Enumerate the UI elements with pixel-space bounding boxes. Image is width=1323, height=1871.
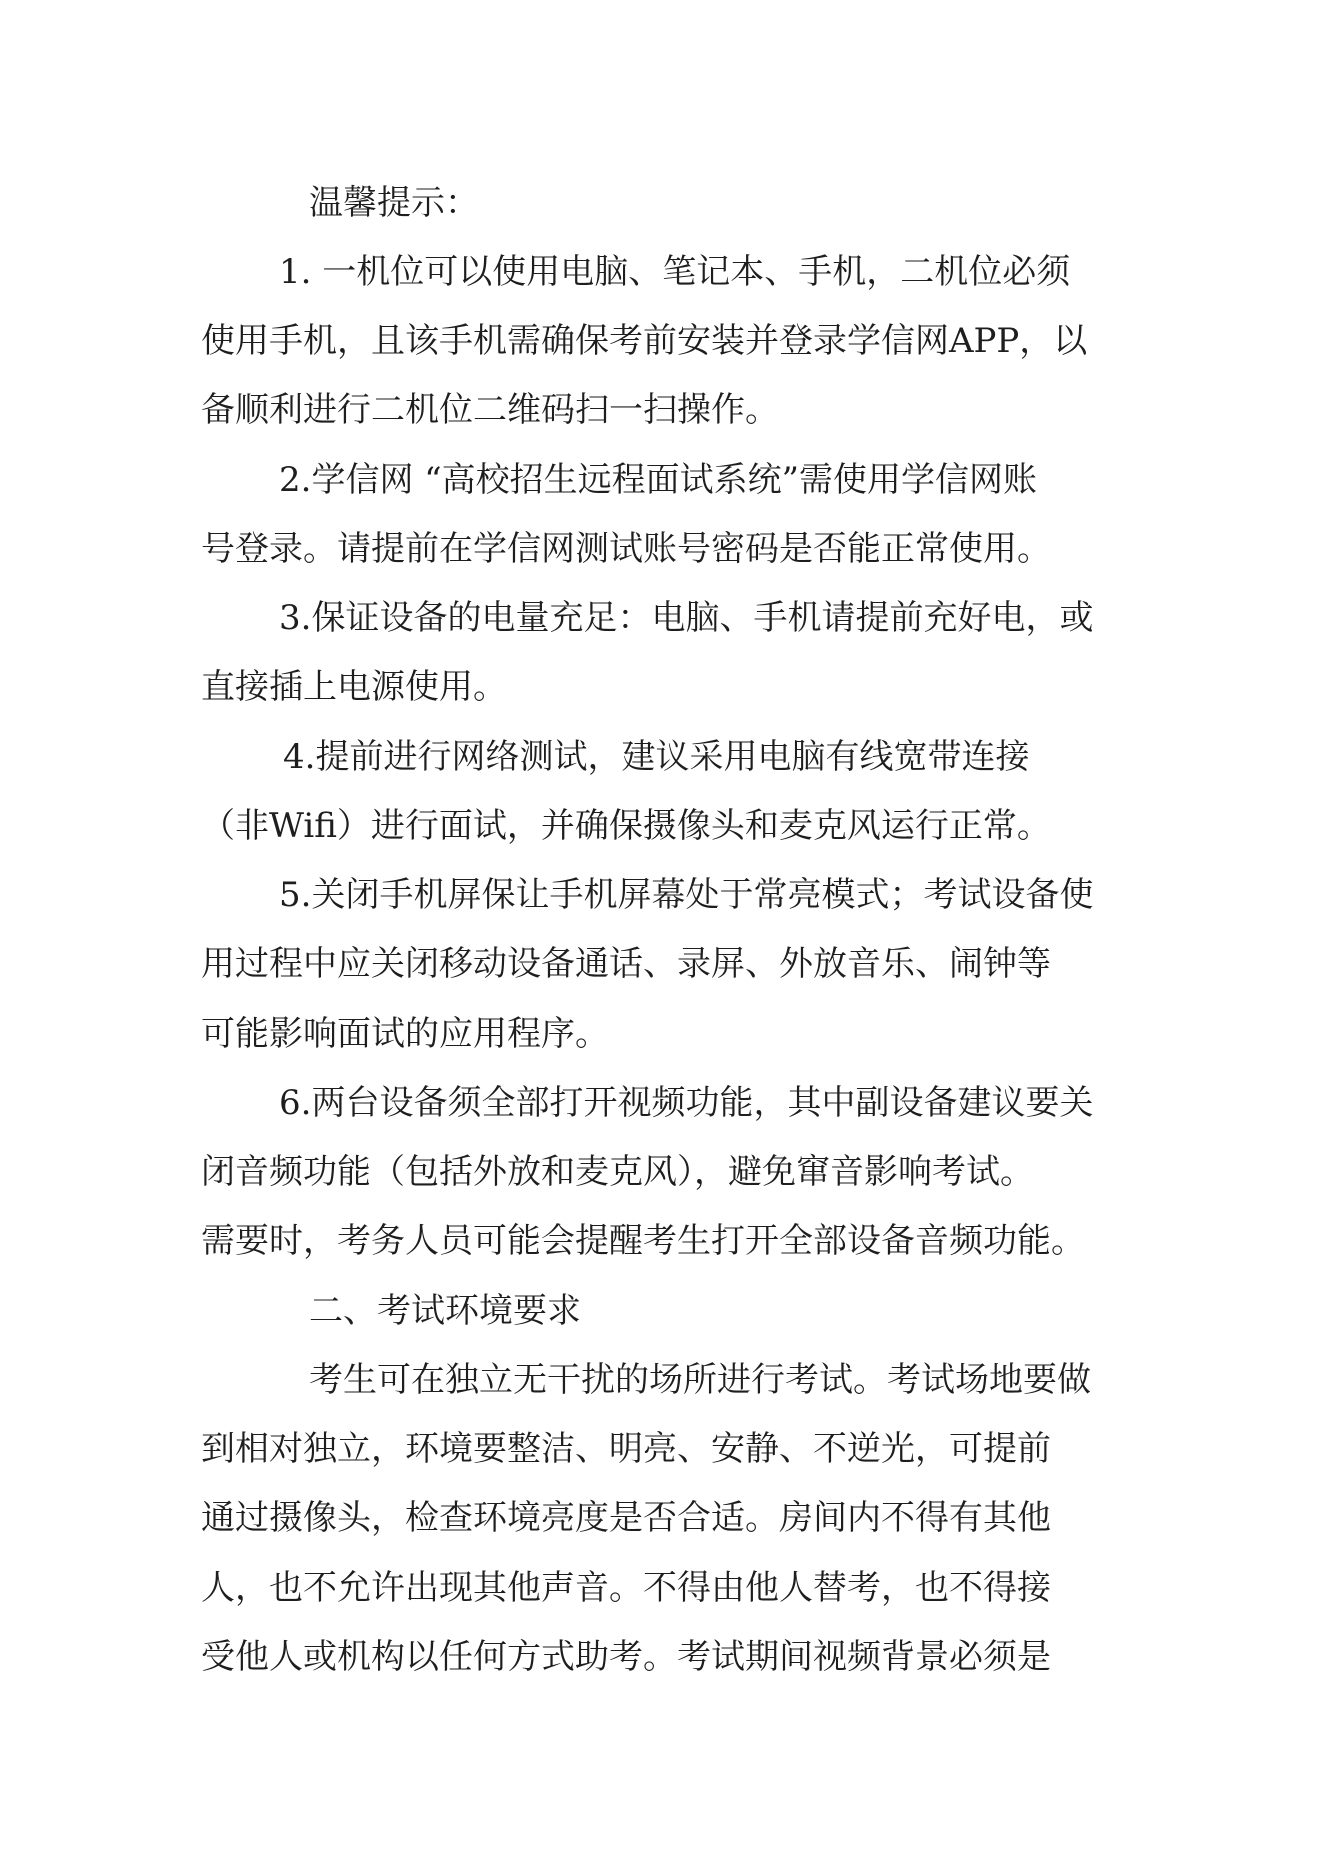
paragraph-line: 备顺利进行二机位二维码扫一扫操作。 <box>201 390 779 430</box>
paragraph-line: 考生可在独立无干扰的场所进行考试。考试场地要做 <box>309 1360 1091 1400</box>
paragraph-line: 1. 一机位可以使用电脑、笔记本、手机，二机位必须 <box>279 252 1071 292</box>
paragraph-line: 可能影响面试的应用程序。 <box>201 1014 609 1054</box>
paragraph-line: 2.学信网 “高校招生远程面试系统”需使用学信网账 <box>279 460 1038 500</box>
paragraph-line: 通过摄像头，检查环境亮度是否合适。房间内不得有其他 <box>201 1498 1051 1538</box>
paragraph-line: 号登录。请提前在学信网测试账号密码是否能正常使用。 <box>201 529 1051 569</box>
paragraph-line: 用过程中应关闭移动设备通话、录屏、外放音乐、闹钟等 <box>201 944 1051 984</box>
paragraph-line: 4.提前进行网络测试，建议采用电脑有线宽带连接 <box>283 737 1030 777</box>
tips-heading: 温馨提示： <box>309 183 479 223</box>
section-heading: 二、考试环境要求 <box>309 1291 581 1331</box>
paragraph-line: （非Wifi）进行面试，并确保摄像头和麦克风运行正常。 <box>201 806 1051 846</box>
paragraph-line: 直接插上电源使用。 <box>201 667 507 707</box>
paragraph-line: 人，也不允许出现其他声音。不得由他人替考，也不得接 <box>201 1568 1051 1608</box>
paragraph-line: 5.关闭手机屏保让手机屏幕处于常亮模式；考试设备使 <box>279 875 1094 915</box>
paragraph-line: 到相对独立，环境要整洁、明亮、安静、不逆光，可提前 <box>201 1429 1051 1469</box>
paragraph-line: 3.保证设备的电量充足：电脑、手机请提前充好电，或 <box>279 598 1094 638</box>
paragraph-line: 闭音频功能（包括外放和麦克风），避免窜音影响考试。 <box>201 1152 1034 1192</box>
paragraph-line: 受他人或机构以任何方式助考。考试期间视频背景必须是 <box>201 1637 1051 1677</box>
paragraph-line: 使用手机，且该手机需确保考前安装并登录学信网APP，以 <box>201 321 1088 361</box>
paragraph-line: 6.两台设备须全部打开视频功能，其中副设备建议要关 <box>279 1083 1094 1123</box>
paragraph-line: 需要时，考务人员可能会提醒考生打开全部设备音频功能。 <box>201 1221 1085 1261</box>
